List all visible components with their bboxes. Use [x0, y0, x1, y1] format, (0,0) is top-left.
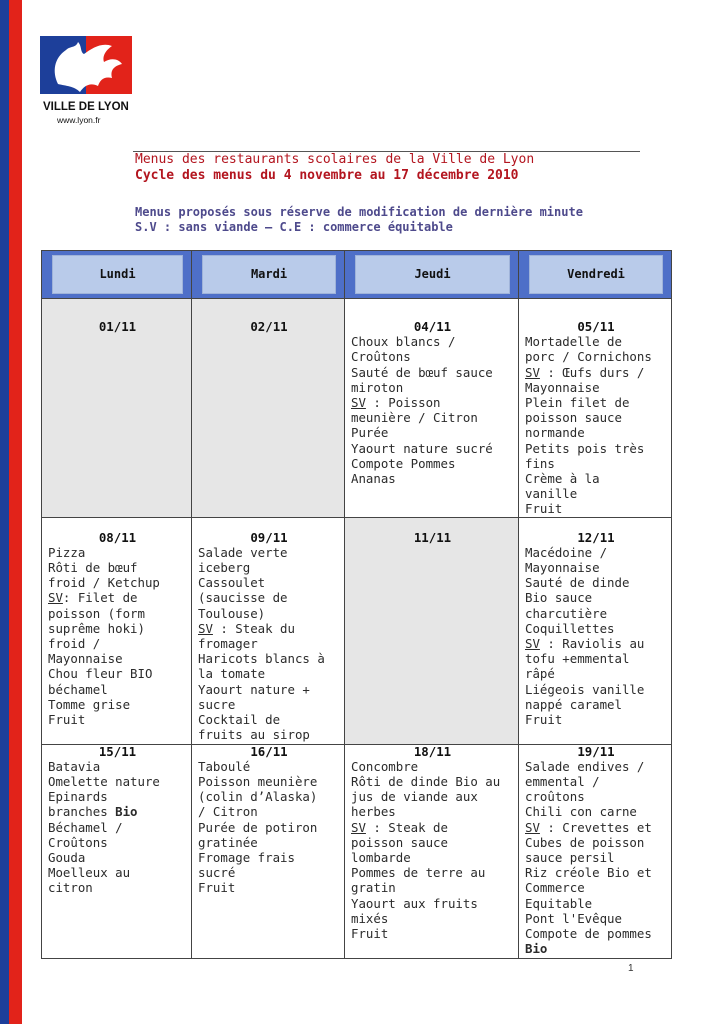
menu-date: 18/11 [413, 743, 452, 759]
menu-item: Tomme grise [48, 696, 131, 712]
menu-item: fruits au sirop [198, 727, 310, 743]
page-number: 1 [628, 963, 634, 974]
sv-marker: SV [198, 620, 213, 636]
menu-item: Ananas [351, 471, 396, 487]
menu-item: Omelette nature [48, 774, 160, 790]
bio-label: Bio [115, 804, 138, 820]
menu-item: Epinards [48, 789, 108, 805]
day-cell [345, 517, 519, 744]
menu-item: SV : Œufs durs / [525, 364, 645, 380]
menu-item: Toulouse) [198, 605, 266, 621]
menu-item: Béchamel / [48, 819, 123, 835]
menu-date: 09/11 [250, 529, 288, 545]
header-cell-mardi [192, 251, 345, 299]
menu-item: poisson sauce [351, 834, 448, 850]
menu-item: Cocktail de [198, 712, 281, 728]
menu-item: charcutière [525, 605, 608, 621]
column-header: Vendredi [529, 255, 663, 294]
menu-item: poisson (form [48, 605, 145, 621]
menu-item: / Citron [198, 804, 258, 820]
left-blue-stripe [0, 0, 9, 1024]
menu-item: Salade verte [198, 544, 288, 560]
menu-item: Choux blancs / [351, 334, 456, 350]
menu-item: Yaourt aux fruits [351, 895, 478, 911]
menu-item: Rôti de bœuf [48, 560, 138, 576]
menu-item: Purée de potiron [198, 819, 318, 835]
menu-item: SV : Crevettes et [525, 819, 652, 835]
menu-item: nappé caramel [525, 696, 622, 712]
menu-item: Sauté de bœuf sauce [351, 364, 493, 380]
menu-item: tofu +emmental [525, 651, 630, 667]
menu-item: Chili con carne [525, 804, 637, 820]
table-row [42, 517, 672, 744]
header-cell-vendredi [519, 251, 672, 299]
menu-item: Commerce [525, 880, 585, 896]
menu-item: Fruit [198, 880, 236, 896]
menu-item: SV : Steak de [351, 819, 448, 835]
column-header: Lundi [52, 255, 183, 294]
menu-item: froid / [48, 636, 101, 652]
sv-marker: SV [525, 364, 540, 380]
menu-item: Petits pois très [525, 440, 645, 456]
menu-item: Pizza [48, 544, 86, 560]
day-cell [345, 744, 519, 958]
day-cell [519, 299, 672, 518]
menu-item: Sauté de dinde [525, 575, 630, 591]
menu-item: Bio sauce [525, 590, 593, 606]
day-cell [42, 517, 192, 744]
menu-item: SV: Filet de [48, 590, 138, 606]
abbreviation-legend: S.V : sans viande – C.E : commerce équitable [135, 220, 453, 234]
menu-date: 01/11 [98, 319, 137, 334]
menu-item: SV : Steak du [198, 620, 295, 636]
menu-item: gratinée [198, 834, 258, 850]
day-cell [519, 744, 672, 958]
menu-item: Mayonnaise [525, 379, 600, 395]
table-row [42, 744, 672, 958]
menu-date: 12/11 [577, 529, 615, 545]
menu-item: fins [525, 455, 555, 471]
menu-item: Fromage frais [198, 850, 295, 866]
page-title: Menus des restaurants scolaires de la Ville de Lyon [135, 152, 535, 167]
menu-item: mixés [351, 910, 389, 926]
day-cell [192, 744, 345, 958]
menu-item: SV : Raviolis au [525, 636, 645, 652]
menu-item: Batavia [48, 758, 101, 774]
column-header: Mardi [202, 255, 336, 294]
menu-item: Cassoulet [198, 575, 266, 591]
menu-item: béchamel [48, 681, 108, 697]
header-cell-lundi [42, 251, 192, 299]
menu-date: 11/11 [413, 529, 452, 545]
menu-item: Fruit [525, 501, 563, 517]
menu-item: (colin d’Alaska) [198, 789, 318, 805]
svg-text:VILLE DE LYON: VILLE DE LYON [43, 101, 129, 113]
menu-item: (saucisse de [198, 590, 288, 606]
menu-date: 08/11 [98, 529, 137, 545]
modification-notice: Menus proposés sous réserve de modification de dernière minute [135, 205, 583, 219]
menu-item: gratin [351, 880, 396, 896]
menu-item: branches Bio [48, 804, 138, 820]
menu-date: 15/11 [98, 743, 137, 759]
day-cell [42, 299, 192, 518]
menu-item: Bio [525, 941, 548, 957]
menu-item: fromager [198, 636, 258, 652]
menu-item: herbes [351, 804, 396, 820]
menu-item: iceberg [198, 560, 251, 576]
cycle-subtitle: Cycle des menus du 4 novembre au 17 décembre 2010 [135, 168, 519, 183]
menu-item: Concombre [351, 758, 419, 774]
menu-item: porc / Cornichons [525, 349, 652, 365]
menu-date: 04/11 [413, 319, 452, 334]
sv-marker: SV [351, 819, 366, 835]
menu-item: Crème à la [525, 471, 600, 487]
menu-table [41, 250, 672, 959]
menu-item: Croûtons [48, 834, 108, 850]
menu-item: Yaourt nature + [198, 681, 310, 697]
menu-item: Riz créole Bio et [525, 865, 652, 881]
menu-item: meunière / Citron [351, 410, 478, 426]
menu-item: Mayonnaise [525, 560, 600, 576]
menu-item: Compote de pommes [525, 926, 652, 942]
menu-date: 19/11 [577, 743, 615, 759]
menu-item: Taboulé [198, 758, 251, 774]
menu-item: Gouda [48, 850, 86, 866]
menu-date: 05/11 [577, 319, 615, 334]
menu-item: Coquillettes [525, 620, 615, 636]
day-cell [192, 299, 345, 518]
menu-date: 02/11 [250, 319, 288, 334]
menu-item: miroton [351, 379, 404, 395]
menu-item: Mortadelle de [525, 334, 622, 350]
menu-item: Haricots blancs à [198, 651, 325, 667]
menu-item: Croûtons [351, 349, 411, 365]
menu-item: sucre [198, 696, 236, 712]
menu-item: Purée [351, 425, 389, 441]
day-cell [192, 517, 345, 744]
menu-item: suprême hoki) [48, 620, 145, 636]
sv-marker: SV [351, 395, 366, 411]
menu-item: Yaourt nature sucré [351, 440, 493, 456]
column-header: Jeudi [355, 255, 510, 294]
header-cell-jeudi [345, 251, 519, 299]
menu-item: froid / Ketchup [48, 575, 160, 591]
day-cell [345, 299, 519, 518]
menu-item: Fruit [48, 712, 86, 728]
menu-item: vanille [525, 486, 578, 502]
menu-item: jus de viande aux [351, 789, 478, 805]
menu-item: Equitable [525, 895, 593, 911]
menu-item: croûtons [525, 789, 585, 805]
menu-item: poisson sauce [525, 410, 622, 426]
left-red-stripe [9, 0, 22, 1024]
menu-item: lombarde [351, 850, 411, 866]
menu-date: 16/11 [250, 743, 288, 759]
menu-item: Poisson meunière [198, 774, 318, 790]
menu-item: emmental / [525, 774, 600, 790]
menu-item: Pommes de terre au [351, 865, 486, 881]
menu-item: SV : Poisson [351, 395, 441, 411]
table-header-row [42, 251, 672, 299]
day-cell [42, 744, 192, 958]
menu-item: Mayonnaise [48, 651, 123, 667]
menu-item: normande [525, 425, 585, 441]
menu-item: Pont l'Evêque [525, 910, 622, 926]
menu-item: Cubes de poisson [525, 834, 645, 850]
sv-marker: SV [525, 636, 540, 652]
menu-item: sucré [198, 865, 236, 881]
menu-item: citron [48, 880, 93, 896]
menu-item: la tomate [198, 666, 266, 682]
menu-item: Moelleux au [48, 865, 131, 881]
menu-item: sauce persil [525, 850, 615, 866]
table-row [42, 299, 672, 518]
sv-marker: SV [48, 590, 63, 606]
menu-item: Salade endives / [525, 758, 645, 774]
menu-item: râpé [525, 666, 555, 682]
ville-de-lyon-logo [40, 36, 136, 126]
menu-item: Macédoine / [525, 544, 608, 560]
menu-item: Fruit [351, 926, 389, 942]
sv-marker: SV [525, 819, 540, 835]
menu-item: Compote Pommes [351, 455, 456, 471]
day-cell [519, 517, 672, 744]
menu-item: Plein filet de [525, 395, 630, 411]
menu-item: Rôti de dinde Bio au [351, 774, 501, 790]
menu-item: Fruit [525, 712, 563, 728]
menu-item: Chou fleur BIO [48, 666, 153, 682]
menu-item: Liégeois vanille [525, 681, 645, 697]
svg-text:www.lyon.fr: www.lyon.fr [57, 115, 101, 125]
